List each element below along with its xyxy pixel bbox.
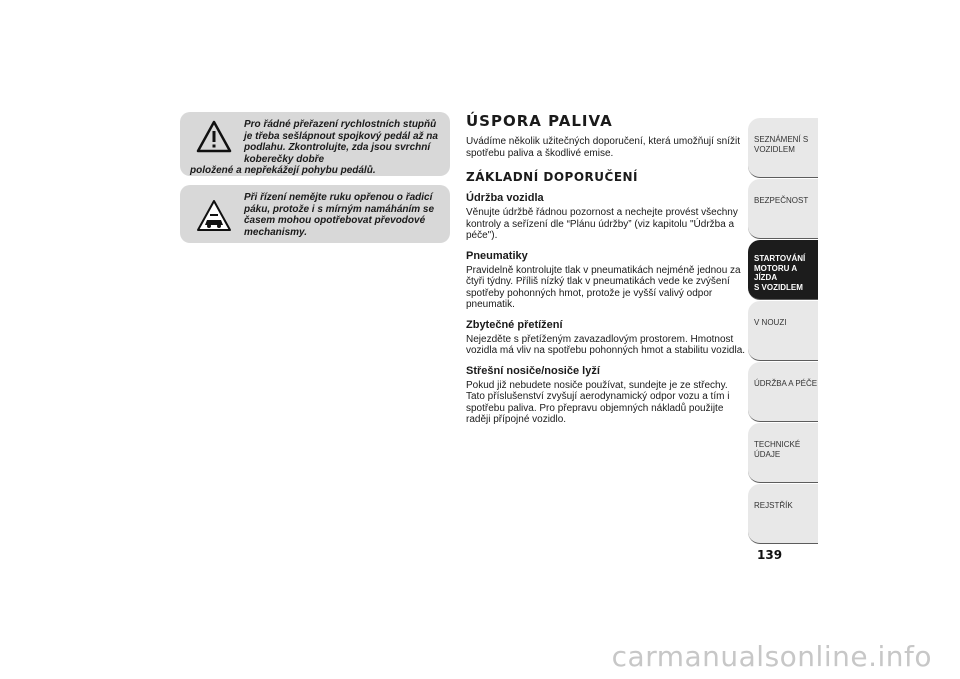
item-text-maintenance: Věnujte údržbě řádnou pozornost a nechejte provést všechny kontroly a seřízení dle “Plánu údržby” (viz kapitolu "Údržba a péče"). [466,207,738,241]
tab-maintenance[interactable] [748,362,818,422]
caution-note [180,185,450,243]
item-text-roof-racks: Pokud již nebudete nosiče používat, sundejte je ze střechy. Tato příslušenství zvyšují aerodynamický odpor vozu a tím i spotřebu paliva. Pro přepravu objemných nákladů použijte raději přípojné vozidlo. [466,379,730,425]
item-heading-overload: Zbytečné přetížení [466,318,563,331]
section-title: ZÁKLADNÍ DOPORUČENÍ [466,170,639,184]
tab-safety[interactable] [748,179,818,239]
main-content [466,112,746,426]
warning-triangle-icon [196,119,232,155]
tab-index[interactable] [748,484,818,544]
warning-note [180,112,450,176]
tab-vehicle-intro[interactable] [748,118,818,178]
tab-starting-driving[interactable] [748,240,818,300]
item-heading-roof-racks: Střešní nosiče/nosiče lyží [466,364,600,377]
tab-technical-data[interactable] [748,423,818,483]
item-text-tyres: Pravidelně kontrolujte tlak v pneumatikách nejméně jednou za čtyři týdny. Příliš nízký tlak v pneumatikách vede ke zvýšení spotřeby pohonných hmot, protože je vyšší valivý odpor pneumatik. [466,264,741,310]
tab-label: SEZNÁMENÍ S VOZIDLEM [754,135,809,154]
caution-note-text: Při řízení nemějte ruku opřenou o řadicí páku, protože i s mírným namáháním se časem mohou opotřebovat převodové mechanismy. [244,192,435,238]
page-title: ÚSPORA PALIVA [466,112,613,130]
page-number: 139 [757,548,783,562]
tab-label: BEZPEČNOST [754,196,809,205]
watermark: carmanualsonline.info [611,640,932,673]
item-heading-tyres: Pneumatiky [466,249,528,262]
tab-label: ÚDRŽBA A PÉČE [754,379,818,388]
tab-emergency[interactable] [748,301,818,361]
intro-text: Uvádíme několik užitečných doporučení, která umožňují snížit spotřebu paliva a škodlivé emise. [466,136,741,159]
tab-label: REJSTŘÍK [754,501,793,510]
item-heading-maintenance: Údržba vozidla [466,192,544,204]
chapter-tabs [748,118,818,545]
tab-label: TECHNICKÉ ÚDAJE [754,440,801,459]
car-service-icon [196,198,232,234]
item-text-overload: Nejezděte s přetíženým zavazadlovým prostorem. Hmotnost vozidla má vliv na spotřebu pohonných hmot a stabilitu vozidla. [466,333,746,356]
warning-note-text: Pro řádné přeřazení rychlostních stupňů je třeba sešlápnout spojkový pedál až na podlahu. Zkontrolujte, zda jsou svrchní koberečky dobře [244,119,438,165]
tab-label: V NOUZI [754,318,787,327]
tab-label: STARTOVÁNÍ MOTORU A JÍZDA S VOZIDLEM [754,254,806,292]
warning-note-text-end: položené a nepřekážejí pohybu pedálů. [190,165,376,176]
